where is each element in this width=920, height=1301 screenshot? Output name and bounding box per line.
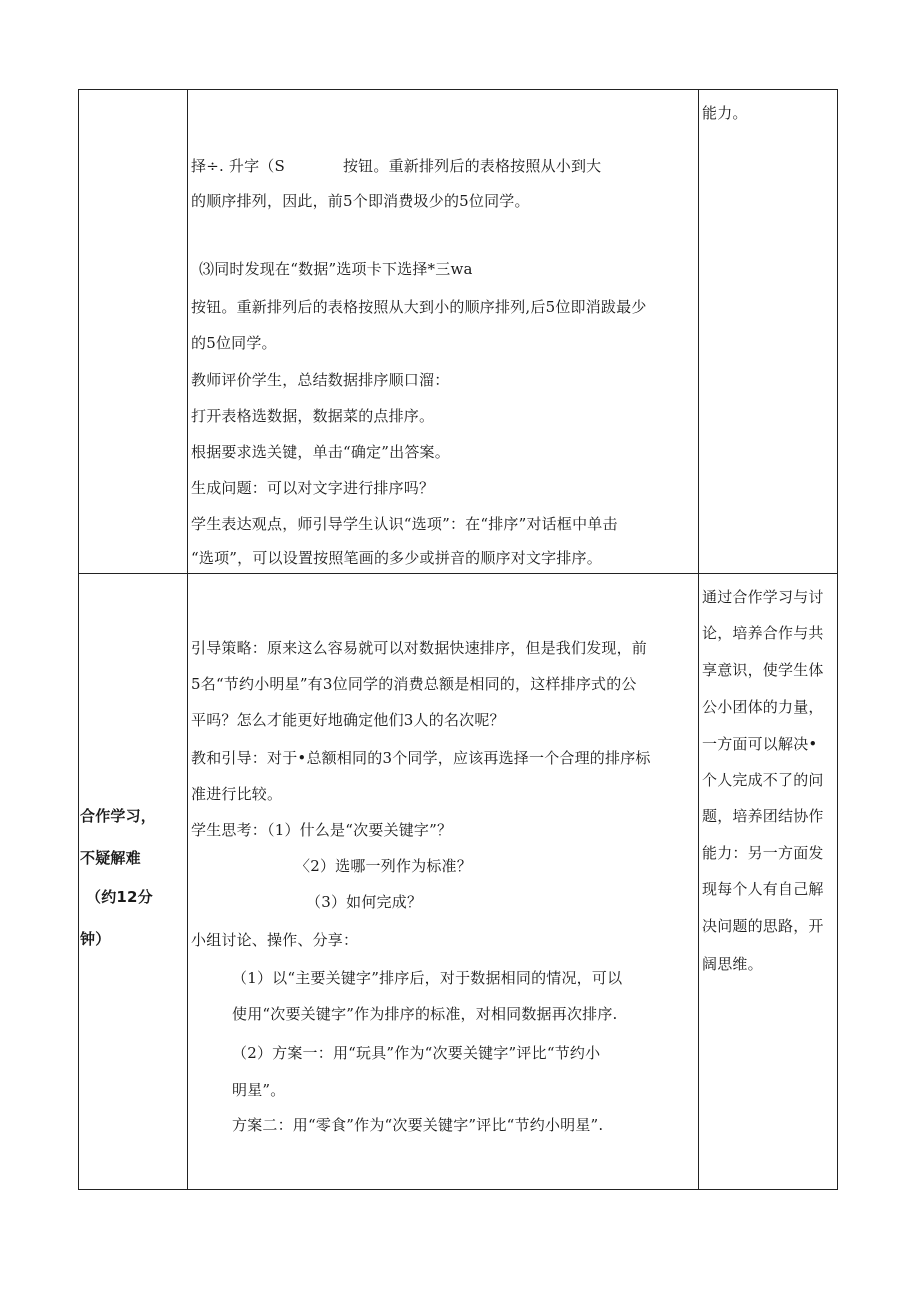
table-left-border xyxy=(78,89,79,1190)
row1-content-line-3: ⑶同时发现在“数据”选项卡下选择*三wa xyxy=(199,260,473,278)
row1-line-1-part-b: 按钮。重新排列后的表格按照从小到大 xyxy=(342,157,602,175)
row2-remark-line-7: 题，培养团结协作 xyxy=(702,807,824,825)
row2-label-line-1: 合作学习， xyxy=(80,807,157,825)
table-bottom-border xyxy=(78,1189,838,1190)
row1-content-line-4: 按钮。重新排列后的表格按照从大到小的顺序排列,后5位即消跋最少 xyxy=(191,298,647,316)
row2-remark-line-2: 论，培养合作与共 xyxy=(702,624,824,642)
row1-content-line-6: 教师评价学生，总结数据排序顺口溜： xyxy=(191,371,450,389)
row2-label-line-3: （约12分 xyxy=(86,888,153,906)
row2-content-line-10: （1）以“主要关键字”排序后，对于数据相同的情况，可以 xyxy=(232,969,623,987)
row1-content-line-5: 的5位同学。 xyxy=(191,334,277,352)
row2-label-line-2: 不疑解难 xyxy=(80,849,141,867)
row2-content-line-4: 教和引导：对于•总额相同的3个同学，应该再选择一个合理的排序标 xyxy=(191,749,651,767)
row2-remark-line-5: 一方面可以解决• xyxy=(702,735,818,753)
row2-remark-line-3: 享意识，使学生体 xyxy=(702,661,824,679)
row2-content-line-6: 学生思考：（1）什么是“次要关键字”？ xyxy=(191,821,453,839)
row2-content-line-14: 方案二：用“零食”作为“次要关键字”评比“节约小明星”. xyxy=(232,1116,604,1134)
row2-label-line-4: 钟） xyxy=(80,930,111,948)
row1-content-line-7: 打开表格选数据，数据菜的点排序。 xyxy=(191,407,435,425)
row2-remark-line-1: 通过合作学习与讨 xyxy=(702,588,824,606)
row2-content-line-2: 5名“节约小明星”有3位同学的消费总额是相同的，这样排序式的公 xyxy=(191,675,637,693)
row2-content-line-11: 使用“次要关键字”作为排序的标准，对相同数据再次排序. xyxy=(232,1005,618,1023)
row1-remark-line-1: 能力。 xyxy=(702,104,748,122)
row1-content-line-11: “选项”，可以设置按照笔画的多少或拼音的顺序对文字排序。 xyxy=(191,549,602,567)
table-top-border xyxy=(78,89,838,90)
column-divider-1 xyxy=(187,89,188,1190)
row2-content-line-1: 引导策略：原来这么容易就可以对数据快速排序，但是我们发现，前 xyxy=(191,639,648,657)
row1-content-line-2: 的顺序排列，因此，前5个即消费圾少的5位同学。 xyxy=(191,192,530,210)
row1-content-line-8: 根据要求选关键，单击“确定”出答案。 xyxy=(191,443,450,461)
table-right-border xyxy=(837,89,838,1190)
row2-content-line-5: 准进行比较。 xyxy=(191,785,283,803)
row2-content-line-8: （3）如何完成？ xyxy=(306,893,423,911)
row1-content-line-10: 学生表达观点，师引导学生认识“选项”：在“排序”对话框中单击 xyxy=(191,515,618,533)
column-divider-2 xyxy=(698,89,699,1190)
row2-remark-line-9: 现每个人有自己解 xyxy=(702,880,824,898)
row2-content-line-12: （2）方案一：用“玩具”作为“次要关键字”评比“节约小 xyxy=(232,1044,601,1062)
row2-content-line-9: 小组讨论、操作、分享： xyxy=(191,931,359,949)
row1-content-line-1 xyxy=(191,156,601,176)
row2-remark-line-6: 个人完成不了的问 xyxy=(702,771,824,789)
row-divider xyxy=(78,573,838,574)
row2-content-line-13: 明星”。 xyxy=(232,1081,286,1099)
row2-remark-line-11: 阔思维。 xyxy=(702,955,763,973)
row2-content-line-3: 平吗？怎么才能更好地确定他们3人的名次呢？ xyxy=(191,711,505,729)
row1-content-line-9: 生成问题：可以对文字进行排序吗？ xyxy=(191,479,435,497)
row2-content-line-7: 〈2）选哪一列作为标准？ xyxy=(295,857,472,875)
row2-remark-line-8: 能力：另一方面发 xyxy=(702,844,824,862)
row2-remark-line-10: 决问题的思路，开 xyxy=(702,917,824,935)
row1-line-1-part-a: 择÷. 升字（S xyxy=(191,157,285,175)
row2-remark-line-4: 公小团体的力量， xyxy=(702,698,824,716)
